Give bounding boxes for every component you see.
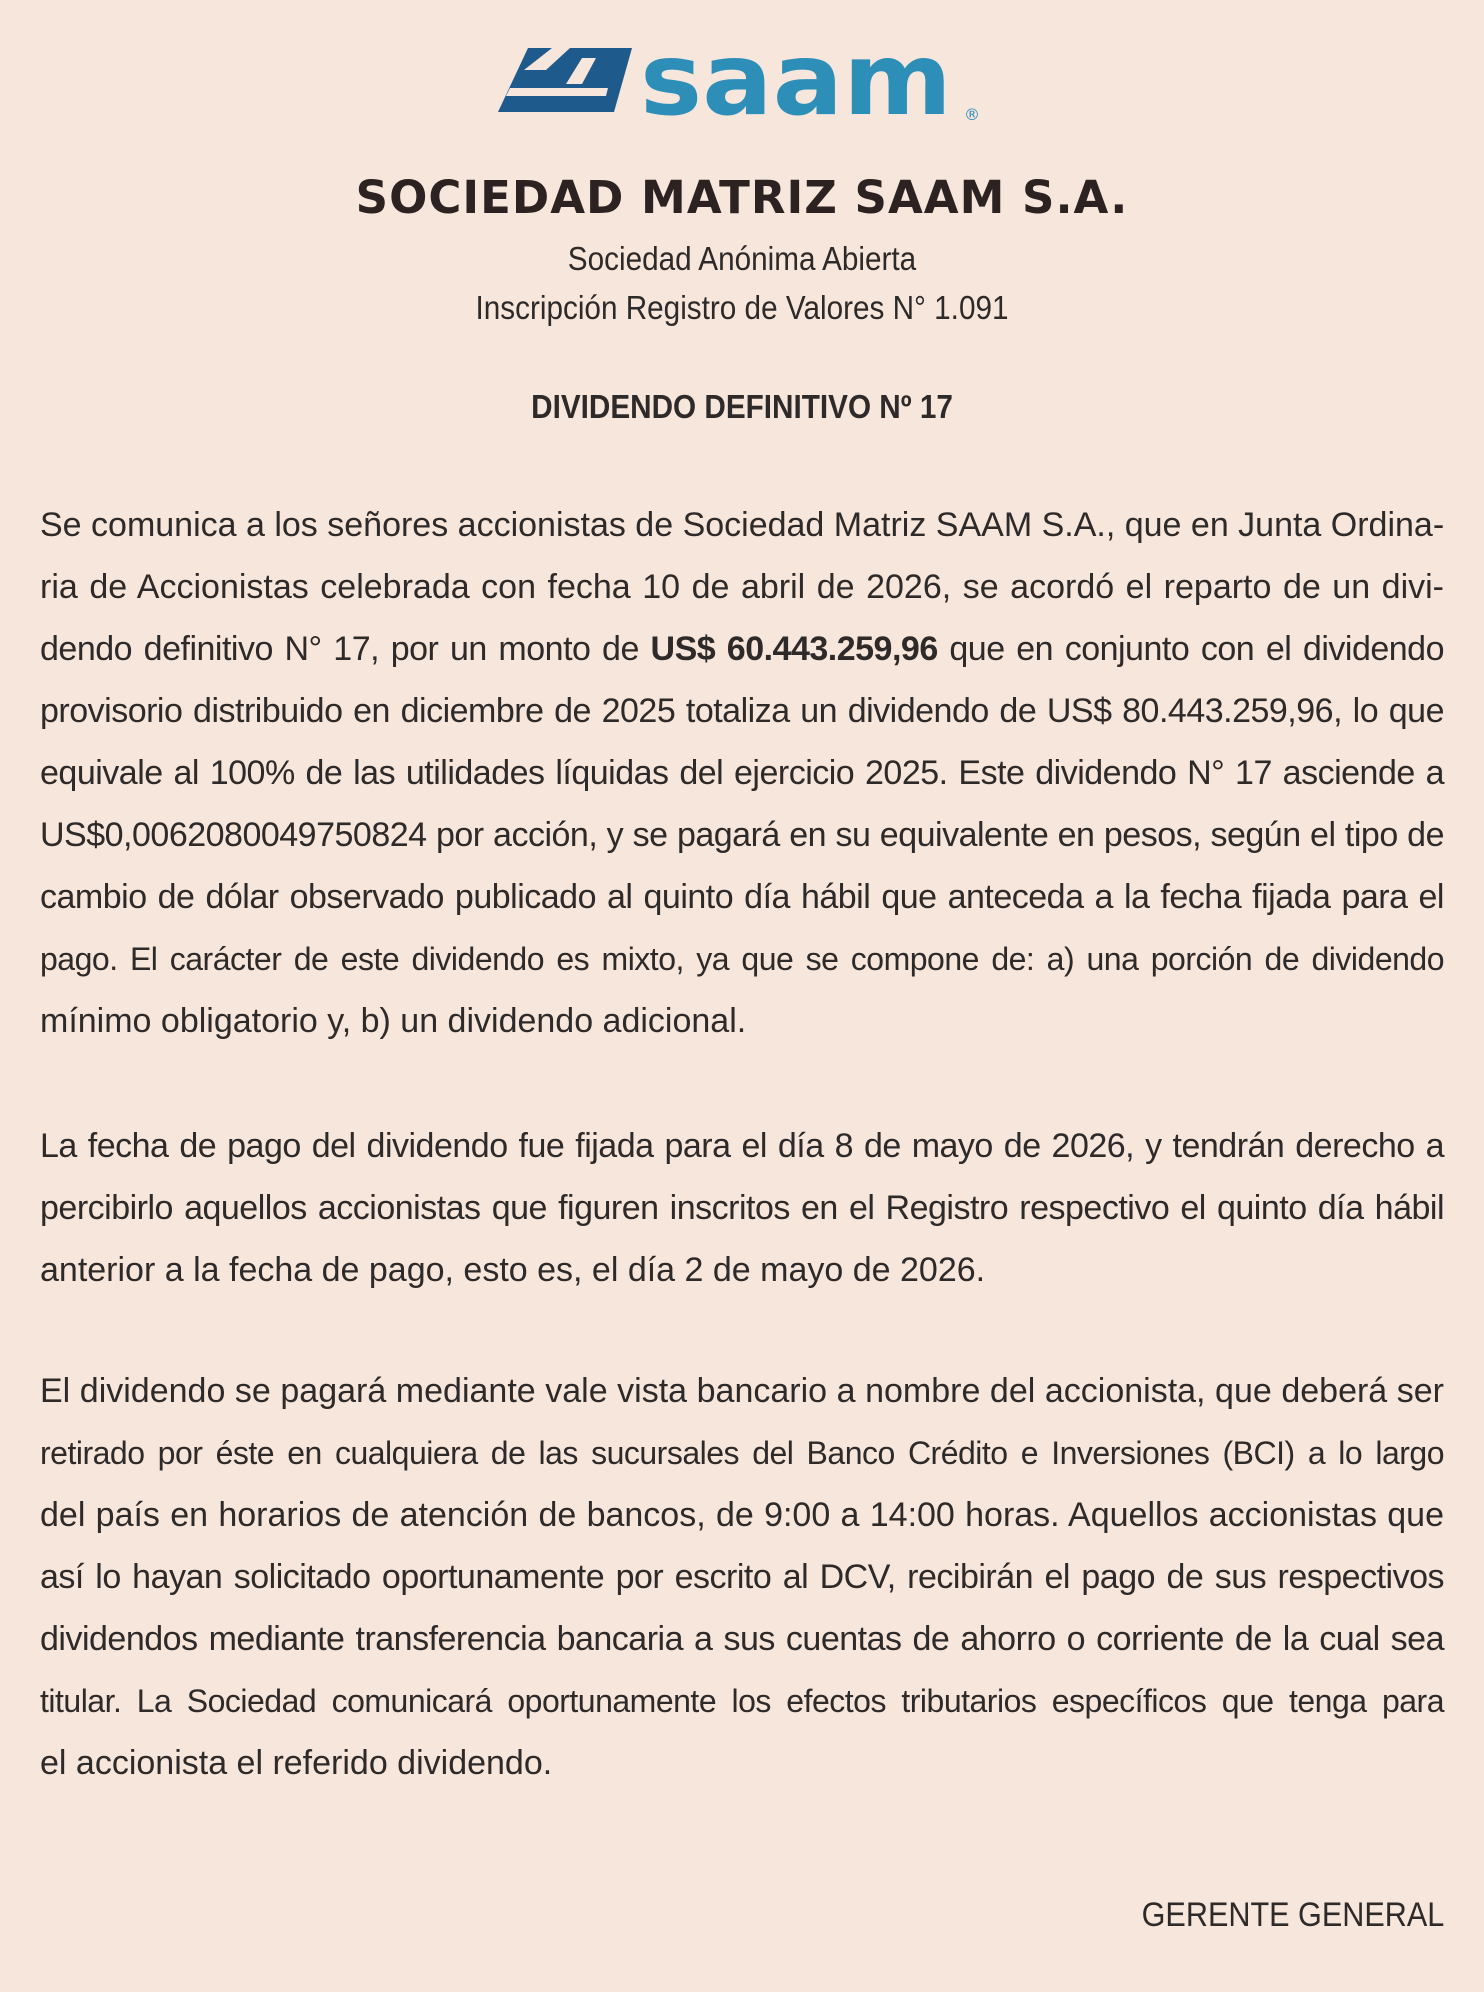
- text-line: equivale al 100% de las utilidades líquidas del ejercicio 2025. Este dividendo N° 17 asciende a: [40, 754, 1444, 792]
- text-line: titular. La Sociedad comunicará oportunamente los efectos tributarios específicos que tenga para: [40, 1683, 1444, 1719]
- company-type: Sociedad Anónima Abierta: [567, 240, 917, 277]
- text-line: El dividendo se pagará mediante vale vista bancario a nombre del accionista, que deberá ser: [40, 1372, 1444, 1410]
- text-line: anterior a la fecha de pago, esto es, el día 2 de mayo de 2026.: [40, 1251, 986, 1289]
- text-line: así lo hayan solicitado oportunamente por escrito al DCV, recibirán el pago de sus respectivos: [40, 1558, 1444, 1596]
- saam-logo: [498, 40, 988, 124]
- saam-logo-graphic: [498, 40, 988, 124]
- text-line: mínimo obligatorio y, b) un dividendo adicional.: [40, 1002, 747, 1040]
- text-line: pago. El carácter de este dividendo es mixto, ya que se compone de: a) una porción de dividendo: [40, 941, 1444, 977]
- text-line: provisorio distribuido en diciembre de 2025 totaliza un dividendo de US$ 80.443.259,96, lo que: [40, 692, 1444, 730]
- text-line: [40, 618, 1444, 680]
- text-line: cambio de dólar observado publicado al quinto día hábil que anteceda a la fecha fijada para el: [40, 878, 1444, 916]
- text-line: retirado por éste en cualquiera de las sucursales del Banco Crédito e Inversiones (BCI) a lo largo: [40, 1435, 1444, 1471]
- text-line: Se comunica a los señores accionistas de Sociedad Matriz SAAM S.A., que en Junta Ordina-: [40, 506, 1445, 544]
- text-segment: que en conjunto con el dividendo: [937, 630, 1444, 668]
- company-name: SOCIEDAD MATRIZ SAAM S.A.: [355, 171, 1129, 224]
- text-line: US$0,0062080049750824 por acción, y se pagará en su equivalente en pesos, según el tipo de: [40, 816, 1444, 854]
- registered-mark-icon: ®: [964, 105, 980, 124]
- text-line: La fecha de pago del dividendo fue fijada para el día 8 de mayo de 2026, y tendrán derecho a: [40, 1127, 1444, 1165]
- dividend-amount: US$ 60.443.259,96: [650, 630, 938, 668]
- saam-wordmark: saam: [640, 40, 952, 124]
- saam-mark-icon: [498, 48, 632, 112]
- registry-number: Inscripción Registro de Valores N° 1.091: [475, 289, 1009, 326]
- text-line: el accionista el referido dividendo.: [40, 1744, 553, 1782]
- signature-title: GERENTE GENERAL: [1141, 1896, 1444, 1934]
- text-line: del país en horarios de atención de bancos, de 9:00 a 14:00 horas. Aquellos accionistas que: [40, 1496, 1444, 1534]
- document-header: [0, 170, 1484, 332]
- text-segment: dendo definitivo N° 17, por un monto de: [40, 630, 651, 668]
- text-line: percibirlo aquellos accionistas que figuren inscritos en el Registro respectivo el quinto día hábil: [40, 1189, 1444, 1227]
- paragraph-announcement: [40, 494, 1444, 1052]
- paragraph-payment-date: [40, 1115, 1444, 1301]
- notice-title: DIVIDENDO DEFINITIVO Nº 17: [531, 388, 953, 425]
- paragraph-payment-method: [40, 1360, 1444, 1794]
- text-line: ria de Accionistas celebrada con fecha 10 de abril de 2026, se acordó el reparto de un divi-: [40, 568, 1444, 606]
- text-line: dividendos mediante transferencia bancaria a sus cuentas de ahorro o corriente de la cual sea: [40, 1620, 1444, 1658]
